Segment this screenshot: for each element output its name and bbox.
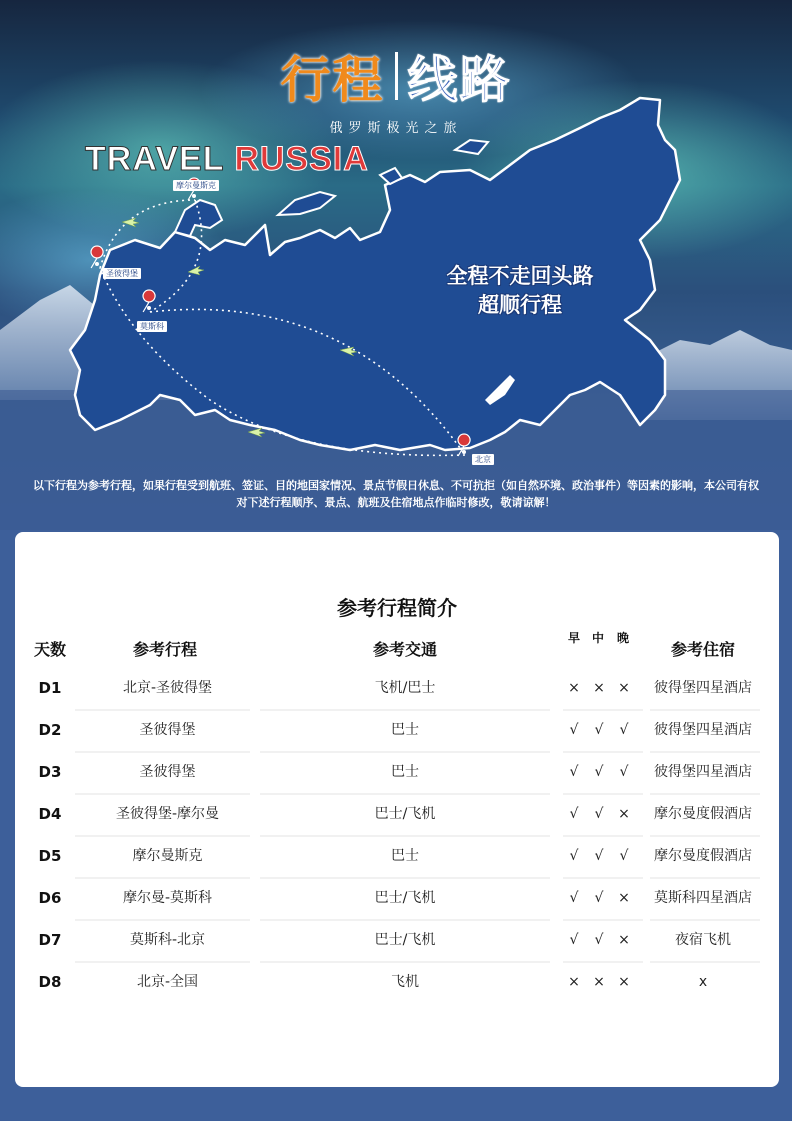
row-lunch: √	[594, 806, 604, 822]
row-transport: 巴士/飞机	[374, 806, 436, 822]
row-route: 莫斯科-北京	[129, 932, 206, 948]
header-dinner: 晚	[617, 631, 630, 645]
itinerary-card	[15, 532, 779, 1087]
brand-logo-text	[85, 140, 369, 179]
header-transport: 参考交通	[372, 640, 437, 659]
row-route: 圣彼得堡-摩尔曼	[115, 806, 220, 822]
title-divider	[395, 52, 398, 100]
table-row	[15, 669, 779, 707]
row-route: 北京-圣彼得堡	[122, 680, 213, 696]
header-day: 天数	[33, 640, 66, 659]
table-row	[15, 711, 779, 749]
subtitle: 俄罗斯极光之旅	[329, 121, 463, 136]
row-transport: 巴士/飞机	[374, 932, 436, 948]
city-label-moscow: 莫斯科	[137, 321, 167, 332]
row-breakfast: √	[569, 764, 579, 780]
header-route: 参考行程	[132, 640, 197, 659]
row-route: 北京-全国	[136, 974, 199, 990]
row-transport: 巴士/飞机	[374, 890, 436, 906]
row-transport: 巴士	[391, 848, 419, 864]
row-hotel: 彼得堡四星酒店	[654, 680, 752, 696]
row-lunch: √	[594, 764, 604, 780]
row-day: D1	[38, 679, 62, 697]
row-day: D4	[38, 805, 62, 823]
itinerary-title: 参考行程简介	[337, 596, 457, 620]
row-dinner: ×	[618, 680, 630, 696]
slogan-line-2: 超顺行程	[478, 293, 562, 317]
title-right: 线路	[407, 51, 512, 109]
row-lunch: √	[594, 722, 604, 738]
row-route: 圣彼得堡	[139, 722, 196, 738]
row-lunch: √	[594, 890, 604, 906]
header-breakfast: 早	[568, 631, 581, 645]
city-label-st-petersburg: 圣彼得堡	[103, 268, 141, 279]
row-route: 圣彼得堡	[139, 764, 196, 780]
table-row	[15, 921, 779, 959]
row-hotel: 莫斯科四星酒店	[654, 890, 752, 906]
row-hotel: x	[698, 974, 708, 990]
row-hotel: 彼得堡四星酒店	[654, 764, 752, 780]
row-dinner: √	[619, 848, 629, 864]
row-hotel: 摩尔曼度假酒店	[654, 806, 752, 822]
header-hotel: 参考住宿	[670, 640, 735, 659]
row-dinner: ×	[618, 890, 630, 906]
row-transport: 飞机	[391, 974, 419, 990]
brand-suffix: RUSSIA	[234, 140, 369, 178]
disclaimer-text: 以下行程为参考行程，如果行程受到航班、签证、目的地国家情况、景点节假日休息、不可抗拒（如自然环境、政治事件）等因素的影响，本公司有权对下述行程顺序、景点、航班及住宿地点作临时修改，敬请谅解！	[33, 479, 759, 509]
header-lunch: 中	[592, 631, 605, 645]
row-lunch: √	[594, 848, 604, 864]
row-breakfast: ×	[568, 974, 580, 990]
row-breakfast: √	[569, 932, 579, 948]
table-row	[15, 879, 779, 917]
row-transport: 飞机/巴士	[374, 680, 436, 696]
page-title	[0, 40, 792, 112]
table-row	[15, 963, 779, 1001]
row-hotel: 夜宿飞机	[675, 932, 731, 948]
row-dinner: ×	[618, 806, 630, 822]
row-dinner: ×	[618, 932, 630, 948]
row-route: 摩尔曼斯克	[132, 848, 203, 864]
city-label-beijing: 北京	[472, 454, 494, 465]
row-day: D3	[38, 763, 62, 781]
slogan-line-1: 全程不走回头路	[446, 264, 594, 288]
row-breakfast: √	[569, 848, 579, 864]
row-transport: 巴士	[391, 764, 419, 780]
row-hotel: 摩尔曼度假酒店	[654, 848, 752, 864]
row-hotel: 彼得堡四星酒店	[654, 722, 752, 738]
row-day: D6	[38, 889, 62, 907]
table-row	[15, 753, 779, 791]
city-label-murmansk: 摩尔曼斯克	[173, 180, 219, 191]
brand-prefix: TRAVEL	[85, 140, 235, 178]
row-route: 摩尔曼-莫斯科	[122, 890, 213, 906]
row-dinner: √	[619, 722, 629, 738]
row-lunch: √	[594, 932, 604, 948]
row-day: D2	[38, 721, 62, 739]
row-breakfast: ×	[568, 680, 580, 696]
row-day: D5	[38, 847, 62, 865]
row-breakfast: √	[569, 722, 579, 738]
title-left: 行程	[280, 51, 385, 109]
table-row	[15, 795, 779, 833]
row-dinner: ×	[618, 974, 630, 990]
row-breakfast: √	[569, 806, 579, 822]
row-dinner: √	[619, 764, 629, 780]
row-lunch: ×	[593, 680, 605, 696]
row-day: D7	[38, 931, 62, 949]
hero-banner	[0, 0, 792, 530]
row-day: D8	[38, 973, 62, 991]
row-breakfast: √	[569, 890, 579, 906]
table-row	[15, 837, 779, 875]
row-transport: 巴士	[391, 722, 419, 738]
row-lunch: ×	[593, 974, 605, 990]
